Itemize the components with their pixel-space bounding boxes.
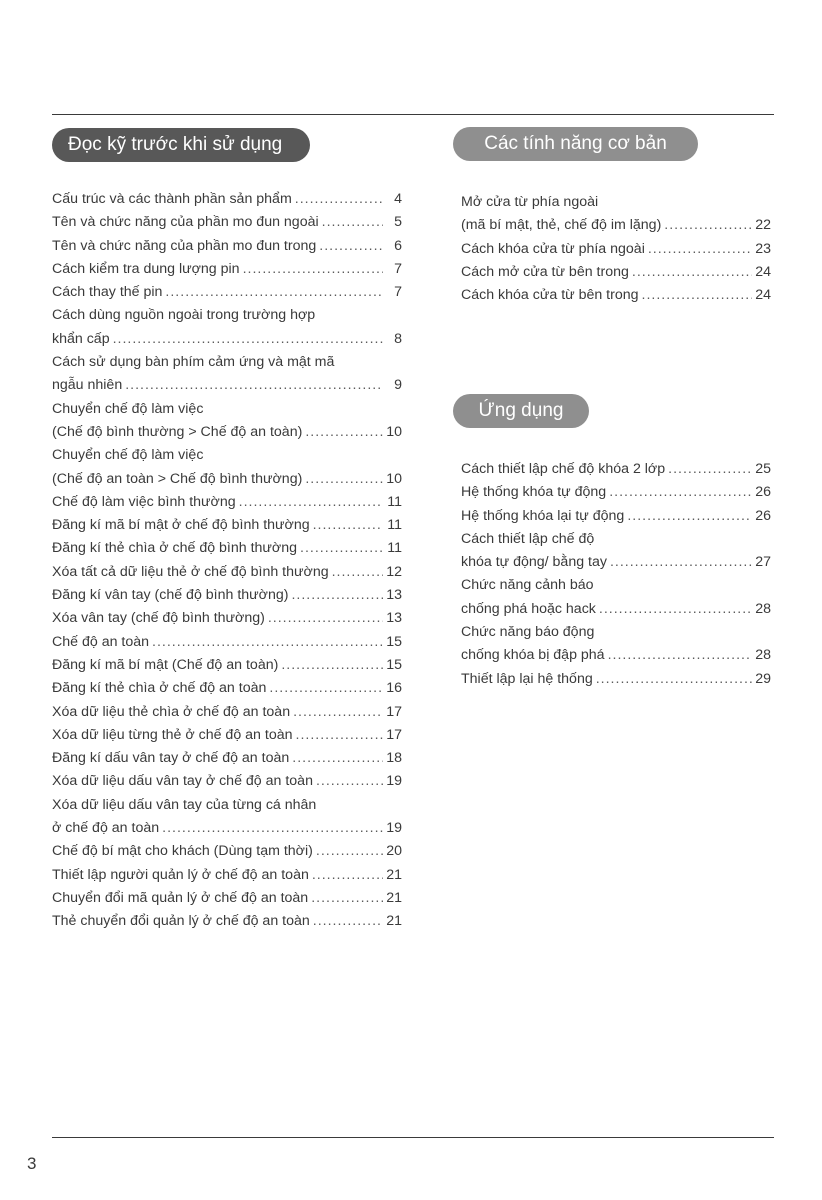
toc-entry-text: Cách kiểm tra dung lượng pin [52, 260, 240, 277]
toc-entry[interactable] [52, 235, 402, 258]
toc-entry[interactable] [52, 887, 402, 910]
dot-leader [295, 188, 383, 211]
toc-entry[interactable] [52, 770, 402, 793]
dot-leader [322, 211, 383, 234]
toc-entry[interactable] [52, 304, 402, 351]
dot-leader [632, 261, 752, 284]
toc-entry-text: Thiết lập người quản lý ở chế độ an toàn [52, 866, 309, 883]
toc-entry-text: ở chế độ an toàn [52, 820, 160, 837]
dot-leader [311, 887, 383, 910]
toc-entry-text: Đăng kí mã bí mật (Chế độ an toàn) [52, 656, 279, 673]
toc-entry[interactable] [461, 574, 771, 621]
top-rule [52, 114, 774, 115]
toc-entry-text: Đăng kí vân tay (chế độ bình thường) [52, 587, 289, 604]
toc-entry[interactable] [461, 261, 771, 284]
toc-entry-page: 5 [394, 214, 402, 231]
toc-entry[interactable] [461, 238, 771, 261]
toc-entry-page: 28 [755, 647, 771, 664]
dot-leader [648, 238, 752, 261]
dot-leader [293, 701, 383, 724]
toc-entry[interactable] [461, 528, 771, 575]
toc-entry-page: 13 [386, 587, 402, 604]
toc-entry-text: Đăng kí dấu vân tay ở chế độ an toàn [52, 750, 290, 767]
dot-leader [268, 607, 383, 630]
dot-leader [305, 421, 383, 444]
toc-entry-page: 24 [755, 287, 771, 304]
toc-entry-text: Xóa dữ liệu dấu vân tay của từng cá nhân [52, 796, 317, 813]
toc-entry-page: 26 [755, 507, 771, 524]
toc-entry[interactable] [52, 584, 402, 607]
toc-entry-text: Cách thiết lập chế độ [461, 530, 595, 547]
dot-leader [281, 654, 383, 677]
toc-entry-text: Xóa tất cả dữ liệu thẻ ở chế độ bình thường [52, 563, 329, 580]
toc-entry[interactable] [52, 537, 402, 560]
toc-entry-text: khóa tự động/ bằng tay [461, 554, 607, 571]
dot-leader [291, 584, 383, 607]
dot-leader [305, 468, 383, 491]
toc-entry-page: 7 [394, 284, 402, 301]
toc-entry-text: Xóa vân tay (chế độ bình thường) [52, 610, 265, 627]
dot-leader [332, 561, 383, 584]
toc-entry[interactable] [461, 621, 771, 668]
toc-entry-text: Chức năng báo động [461, 624, 595, 641]
dot-leader [316, 840, 383, 863]
bottom-rule [52, 1137, 774, 1138]
toc-entry-page: 26 [755, 484, 771, 501]
toc-entry-page: 15 [386, 656, 402, 673]
toc-entry-text: Đăng kí mã bí mật ở chế độ bình thường [52, 517, 310, 534]
toc-entry[interactable] [52, 281, 402, 304]
section-title-applications: Ứng dụng [453, 394, 589, 428]
toc-entry-text: Chức năng cảnh báo [461, 577, 594, 594]
dot-leader [165, 281, 383, 304]
toc-entry-text: Đăng kí thẻ chìa ở chế độ an toàn [52, 680, 267, 697]
toc-entry-page: 10 [386, 470, 402, 487]
toc-entry-text: Hệ thống khóa tự động [461, 484, 607, 501]
toc-entry-page: 23 [755, 240, 771, 257]
toc-entry-page: 19 [386, 820, 402, 837]
toc-entry-text: Chuyển chế độ làm việc [52, 447, 204, 464]
toc-entry-text: Cấu trúc và các thành phần sản phẩm [52, 191, 292, 207]
toc-entry[interactable] [52, 864, 402, 887]
toc-entry[interactable] [52, 188, 402, 211]
toc-entry-text: Thẻ chuyển đổi quản lý ở chế độ an toàn [52, 913, 310, 930]
toc-entry-page: 6 [394, 237, 402, 254]
toc-entry-page: 17 [386, 726, 402, 743]
dot-leader [269, 677, 383, 700]
toc-entry-page: 4 [394, 191, 402, 207]
toc-entry-page: 12 [386, 563, 402, 580]
toc-entry-text: Cách mở cửa từ bên trong [461, 263, 629, 280]
dot-leader [296, 724, 384, 747]
toc-entry-page: 21 [386, 889, 402, 906]
toc-basic-features [461, 191, 771, 307]
dot-leader [610, 551, 752, 574]
toc-entry-page: 21 [386, 913, 402, 930]
toc-entry-page: 11 [387, 517, 402, 534]
toc-entry[interactable] [52, 701, 402, 724]
toc-entry-text: Chế độ an toàn [52, 633, 150, 650]
toc-entry-text: Chuyển đổi mã quản lý ở chế độ an toàn [52, 889, 309, 906]
toc-entry-text: Cách khóa cửa từ phía ngoài [461, 240, 645, 257]
toc-entry[interactable] [52, 910, 402, 933]
dot-leader [609, 481, 752, 504]
toc-entry-page: 16 [386, 680, 402, 697]
toc-entry-page: 11 [387, 540, 402, 557]
toc-entry[interactable] [52, 747, 402, 770]
toc-entry-text: Xóa dữ liệu thẻ chìa ở chế độ an toàn [52, 703, 291, 720]
toc-entry-text: Cách thay thế pin [52, 284, 163, 301]
toc-entry-text: Thiết lập lại hệ thống [461, 670, 593, 687]
toc-entry[interactable] [52, 258, 402, 281]
toc-entry-text: khẩn cấp [52, 330, 110, 347]
dot-leader [316, 770, 383, 793]
toc-entry-text: Xóa dữ liệu dấu vân tay ở chế độ an toàn [52, 773, 313, 790]
section-title-basic-features: Các tính năng cơ bản [453, 127, 698, 161]
dot-leader [596, 668, 752, 691]
toc-entry-text: Cách thiết lập chế độ khóa 2 lớp [461, 461, 666, 477]
toc-entry[interactable] [52, 514, 402, 537]
dot-leader [668, 458, 752, 481]
toc-entry-text: Hệ thống khóa lại tự động [461, 507, 625, 524]
toc-entry[interactable] [461, 284, 771, 307]
toc-entry[interactable] [52, 561, 402, 584]
toc-entry-text: Tên và chức năng của phần mo đun ngoài [52, 214, 319, 231]
toc-entry-page: 7 [394, 260, 402, 277]
toc-entry[interactable] [52, 840, 402, 863]
toc-entry[interactable] [52, 444, 402, 491]
toc-entry-text: chống phá hoặc hack [461, 600, 596, 617]
toc-entry-page: 27 [755, 554, 771, 571]
toc-entry-text: Cách dùng nguồn ngoài trong trường hợp [52, 307, 316, 324]
dot-leader [125, 374, 383, 397]
toc-entry-page: 22 [755, 217, 771, 234]
toc-entry[interactable] [461, 505, 771, 528]
toc-entry-text: chống khóa bị đập phá [461, 647, 605, 664]
toc-entry[interactable] [52, 491, 402, 514]
toc-entry-page: 13 [386, 610, 402, 627]
toc-read-first [52, 188, 402, 934]
toc-entry[interactable] [52, 724, 402, 747]
toc-entry[interactable] [52, 211, 402, 234]
page-number: 3 [27, 1154, 37, 1173]
toc-applications [461, 458, 771, 691]
toc-entry-page: 19 [386, 773, 402, 790]
toc-entry-page: 9 [394, 377, 402, 394]
toc-entry[interactable] [52, 654, 402, 677]
dot-leader [608, 644, 752, 667]
toc-entry[interactable] [461, 458, 771, 481]
toc-entry-text: Cách khóa cửa từ bên trong [461, 287, 639, 304]
dot-leader [152, 631, 383, 654]
toc-entry-text: (mã bí mật, thẻ, chế độ im lặng) [461, 217, 662, 234]
toc-entry-page: 11 [387, 493, 402, 510]
toc-entry-page: 17 [386, 703, 402, 720]
toc-entry-page: 25 [755, 461, 771, 477]
toc-entry-page: 21 [386, 866, 402, 883]
dot-leader [313, 514, 383, 537]
dot-leader [292, 747, 383, 770]
toc-entry-text: Mở cửa từ phía ngoài [461, 194, 599, 210]
toc-entry[interactable] [52, 794, 402, 841]
toc-entry-page: 29 [755, 670, 771, 687]
toc-entry-text: Tên và chức năng của phần mo đun trong [52, 237, 317, 254]
dot-leader [664, 214, 752, 237]
toc-entry[interactable] [52, 351, 402, 398]
toc-entry-page: 20 [386, 843, 402, 860]
toc-entry-page: 28 [755, 600, 771, 617]
toc-entry-text: Cách sử dụng bàn phím cảm ứng và mật mã [52, 354, 335, 371]
toc-entry-text: Xóa dữ liệu từng thẻ ở chế độ an toàn [52, 726, 293, 743]
dot-leader [300, 537, 383, 560]
toc-entry[interactable] [52, 631, 402, 654]
toc-entry-text: Chế độ làm việc bình thường [52, 493, 236, 510]
toc-entry-text: (Chế độ an toàn > Chế độ bình thường) [52, 470, 303, 487]
toc-entry-page: 8 [394, 330, 402, 347]
dot-leader [599, 598, 752, 621]
toc-entry[interactable] [52, 677, 402, 700]
dot-leader [312, 864, 383, 887]
dot-leader [243, 258, 383, 281]
toc-entry-text: (Chế độ bình thường > Chế độ an toàn) [52, 423, 303, 440]
dot-leader [642, 284, 752, 307]
toc-entry-text: Đăng kí thẻ chìa ở chế độ bình thường [52, 540, 298, 557]
toc-entry[interactable] [461, 668, 771, 691]
dot-leader [627, 505, 752, 528]
toc-entry-text: Chuyển chế độ làm việc [52, 400, 204, 417]
toc-entry-text: ngẫu nhiên [52, 377, 123, 394]
toc-entry-text: Chế độ bí mật cho khách (Dùng tạm thời) [52, 843, 313, 860]
toc-entry-page: 24 [755, 263, 771, 280]
toc-entry[interactable] [52, 607, 402, 630]
dot-leader [239, 491, 383, 514]
toc-entry[interactable] [461, 191, 771, 238]
toc-entry[interactable] [461, 481, 771, 504]
dot-leader [162, 817, 383, 840]
section-title-read-first: Đọc kỹ trước khi sử dụng [52, 128, 310, 162]
toc-entry-page: 10 [386, 423, 402, 440]
dot-leader [113, 328, 383, 351]
toc-entry-page: 18 [386, 750, 402, 767]
dot-leader [313, 910, 383, 933]
dot-leader [319, 235, 383, 258]
toc-entry-page: 15 [386, 633, 402, 650]
toc-entry[interactable] [52, 398, 402, 445]
